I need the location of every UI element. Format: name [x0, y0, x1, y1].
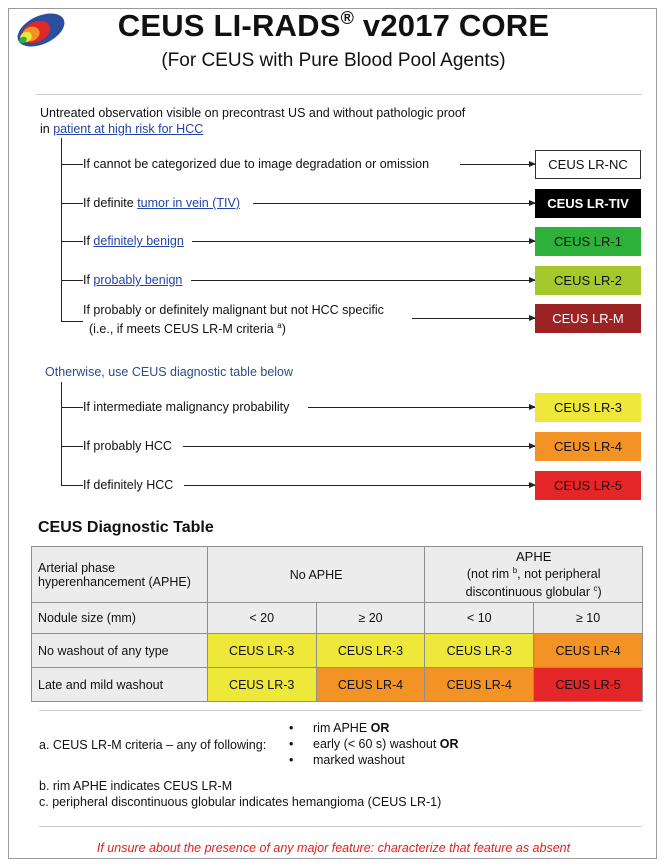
arrow-line — [183, 446, 535, 447]
category-lr-2[interactable]: CEUS LR-2 — [535, 266, 641, 295]
diagnostic-table-title: CEUS Diagnostic Table — [38, 519, 214, 536]
size-col: < 20 — [207, 603, 316, 634]
divider — [39, 826, 642, 827]
branch-line — [61, 203, 83, 204]
divider — [36, 94, 642, 95]
footnote-b: b. rim APHE indicates CEUS LR-M — [39, 779, 233, 793]
branch-line — [61, 241, 83, 242]
row-label: Late and mild washout — [32, 668, 208, 702]
size-col: ≥ 10 — [534, 603, 643, 634]
footnote-a: a. CEUS LR-M criteria – any of following: — [39, 738, 267, 752]
probably-benign-link[interactable]: probably benign — [93, 273, 183, 287]
arrow-line — [460, 164, 535, 165]
otherwise-text: Otherwise, use CEUS diagnostic table below — [45, 365, 294, 379]
definitely-benign-link[interactable]: definitely benign — [93, 234, 184, 248]
divider — [39, 710, 642, 711]
intro-text: Untreated observation visible on precontrast US and without pathologic proof in patient at high risk for HCC — [40, 106, 466, 136]
table-cell: CEUS LR-3 — [425, 634, 534, 668]
criterion-lr5: If definitely HCC — [83, 478, 174, 492]
footnote-c: c. peripheral discontinuous globular indicates hemangioma (CEUS LR-1) — [39, 795, 442, 809]
no-aphe-header: No APHE — [207, 547, 425, 603]
arrow-line — [308, 407, 535, 408]
table-cell: CEUS LR-4 — [534, 634, 643, 668]
diagnostic-table — [31, 546, 643, 702]
category-lr-nc[interactable]: CEUS LR-NC — [535, 150, 641, 179]
category-lr-5[interactable]: CEUS LR-5 — [535, 471, 641, 500]
row-label: No washout of any type — [32, 634, 208, 668]
table-cell: CEUS LR-4 — [425, 668, 534, 702]
unsure-note: If unsure about the presence of any major feature: characterize that feature as absent — [96, 841, 571, 855]
aphe-header: APHE (not rim $^b$, not peripheral discontinuous globular $^c$) — [425, 547, 643, 603]
criterion-lrm: If probably or definitely malignant but not HCC specific (i.e., if meets CEUS LR-M criteria $^a$) — [83, 303, 384, 337]
tree-trunk-2 — [61, 382, 62, 485]
category-lr-4[interactable]: CEUS LR-4 — [535, 432, 641, 461]
criterion-lr2: If probably benign — [83, 273, 183, 287]
page-title: CEUS LI-RADS® v2017 CORE — [117, 8, 550, 43]
criterion-lr4: If probably HCC — [83, 439, 172, 453]
page-subtitle: (For CEUS with Pure Blood Pool Agents) — [161, 50, 506, 71]
arrow-line — [192, 241, 535, 242]
table-cell: CEUS LR-4 — [316, 668, 425, 702]
size-col: ≥ 20 — [316, 603, 425, 634]
branch-line — [61, 164, 83, 165]
size-col: < 10 — [425, 603, 534, 634]
list-item: • early (< 60 s) washout OR — [299, 736, 459, 752]
high-risk-link[interactable]: patient at high risk for HCC — [53, 122, 204, 136]
table-cell: CEUS LR-3 — [207, 668, 316, 702]
criterion-tiv: If definite tumor in vein (TIV) — [83, 196, 241, 210]
arrow-line — [191, 280, 535, 281]
branch-line — [61, 321, 83, 322]
criterion-lr3: If intermediate malignancy probability — [83, 400, 290, 414]
tree-trunk — [61, 138, 62, 321]
criterion-lr1: If definitely benign — [83, 234, 184, 248]
nodule-size-label: Nodule size (mm) — [32, 603, 208, 634]
table-cell: CEUS LR-3 — [316, 634, 425, 668]
tiv-link[interactable]: tumor in vein (TIV) — [137, 196, 241, 210]
criterion-nc: If cannot be categorized due to image degradation or omission — [83, 157, 430, 171]
lrm-criteria-list — [299, 720, 459, 768]
arrow-line — [412, 318, 535, 319]
branch-line — [61, 485, 83, 486]
aphe-label: Arterial phase hyperenhancement (APHE) — [32, 547, 208, 603]
list-item: • marked washout — [299, 752, 459, 768]
branch-line — [61, 407, 83, 408]
table-cell: CEUS LR-5 — [534, 668, 643, 702]
branch-line — [61, 280, 83, 281]
list-item: • rim APHE OR — [299, 720, 459, 736]
category-lr-3[interactable]: CEUS LR-3 — [535, 393, 641, 422]
arrow-line — [184, 485, 535, 486]
category-lr-tiv[interactable]: CEUS LR-TIV — [535, 189, 641, 218]
arrow-line — [253, 203, 535, 204]
category-lr-1[interactable]: CEUS LR-1 — [535, 227, 641, 256]
branch-line — [61, 446, 83, 447]
table-cell: CEUS LR-3 — [207, 634, 316, 668]
category-lr-m[interactable]: CEUS LR-M — [535, 304, 641, 333]
